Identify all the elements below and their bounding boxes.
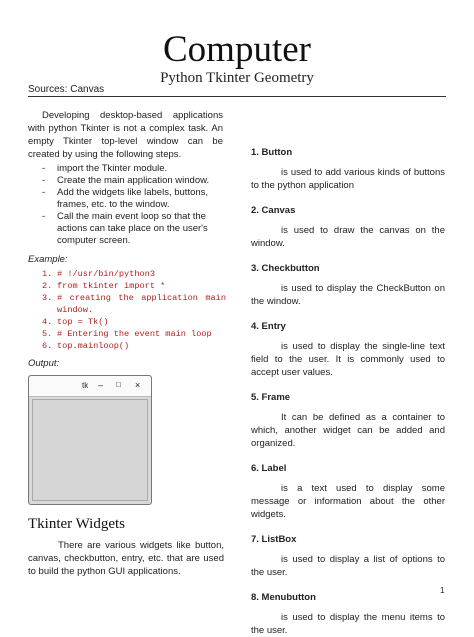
document-title: Computer bbox=[163, 29, 311, 70]
widget-item bbox=[251, 146, 445, 192]
widget-item-description: is used to draw the canvas on the window. bbox=[251, 225, 445, 249]
widgets-heading: Tkinter Widgets bbox=[28, 516, 126, 532]
code-line bbox=[28, 328, 226, 340]
widget-item-description: is used to display the single-line text field to the user. It is commonly used to accept user values. bbox=[251, 341, 445, 378]
code-line-text: top.mainloop() bbox=[57, 341, 130, 351]
intro-paragraph: Developing desktop-based applications with python Tkinter is not a complex task. An empty Tkinter top-level window can be created by using the following steps. bbox=[28, 110, 223, 160]
widget-item bbox=[251, 591, 445, 637]
steps-list bbox=[28, 163, 228, 247]
step-text: import the Tkinter module. bbox=[57, 163, 168, 174]
code-line bbox=[28, 316, 226, 328]
code-line-text: # Entering the event main loop bbox=[57, 329, 212, 339]
widget-item-description: is used to add various kinds of buttons to the python application bbox=[251, 167, 445, 191]
step-item: - Call the main event loop so that the actions can take place on the user's computer screen. bbox=[42, 211, 208, 246]
output-label: Output: bbox=[28, 358, 60, 369]
widget-item bbox=[251, 320, 445, 379]
step-text: Create the main application window. bbox=[57, 175, 210, 186]
close-icon: × bbox=[135, 380, 141, 390]
widget-item-heading: 6. Label bbox=[251, 463, 287, 474]
step-item: - Create the main application window. bbox=[42, 175, 210, 186]
sources-line: Sources: Canvas bbox=[28, 84, 105, 95]
widget-item bbox=[251, 391, 445, 450]
step-text: Add the widgets like labels, buttons, frames, etc. to the window. bbox=[57, 187, 209, 210]
code-line-text: # !/usr/bin/python3 bbox=[57, 269, 155, 279]
code-line-text: from tkinter import * bbox=[57, 281, 166, 291]
code-line-number: 4. bbox=[42, 317, 53, 327]
widgets-paragraph: There are various widgets like button, canvas, checkbutton, entry, etc. that are used to build the python GUI applications. bbox=[28, 540, 224, 577]
step-item: - import the Tkinter module. bbox=[42, 163, 168, 174]
code-line-number: 2. bbox=[42, 281, 53, 291]
document-subtitle: Python Tkinter Geometry bbox=[160, 70, 314, 86]
window-titlebar bbox=[29, 376, 151, 397]
widget-item-heading: 2. Canvas bbox=[251, 205, 296, 216]
window-title: tk bbox=[82, 381, 89, 390]
maximize-icon: □ bbox=[116, 380, 121, 389]
code-line-number: 1. bbox=[42, 269, 53, 279]
code-line bbox=[28, 268, 226, 280]
widget-item-heading: 4. Entry bbox=[251, 321, 286, 332]
code-line-number: 3. bbox=[42, 293, 53, 303]
widget-item bbox=[251, 262, 445, 308]
code-line bbox=[28, 280, 226, 292]
step-item: - Add the widgets like labels, buttons, frames, etc. to the window. bbox=[42, 187, 209, 210]
tk-window-screenshot bbox=[28, 375, 152, 505]
widget-item-description: is used to display the menu items to the user. bbox=[251, 612, 445, 636]
widget-item-heading: 5. Frame bbox=[251, 392, 291, 403]
example-label: Example: bbox=[28, 254, 68, 265]
code-line-number: 6. bbox=[42, 341, 53, 351]
widget-item-heading: 7. ListBox bbox=[251, 534, 297, 545]
widget-item-heading: 8. Menubutton bbox=[251, 592, 316, 603]
header-divider bbox=[28, 96, 446, 97]
code-line bbox=[28, 292, 226, 316]
code-listing bbox=[28, 268, 226, 352]
widget-item-description: is used to display a list of options to the user. bbox=[251, 554, 445, 578]
widget-item bbox=[251, 204, 445, 250]
widget-item-description: It can be defined as a container to which, another widget can be added and organized. bbox=[251, 412, 445, 449]
code-line bbox=[28, 340, 226, 352]
widget-list bbox=[251, 146, 445, 637]
window-body bbox=[32, 399, 148, 501]
code-line-number: 5. bbox=[42, 329, 53, 339]
widget-item bbox=[251, 462, 445, 521]
widget-item-heading: 1. Button bbox=[251, 147, 293, 158]
minimize-icon: – bbox=[98, 380, 104, 390]
widget-item-description: is a text used to display some message or information about the other widgets. bbox=[251, 483, 445, 520]
code-line-text: top = Tk() bbox=[57, 317, 109, 327]
widget-item-description: is used to display the CheckButton on the window. bbox=[251, 283, 445, 307]
code-line-text: # creating the application main window. bbox=[57, 293, 226, 315]
widget-item-heading: 3. Checkbutton bbox=[251, 263, 320, 274]
step-text: Call the main event loop so that the actions can take place on the user's computer screen. bbox=[57, 211, 208, 246]
widget-item bbox=[251, 533, 445, 579]
page-number: 1 bbox=[440, 586, 445, 595]
